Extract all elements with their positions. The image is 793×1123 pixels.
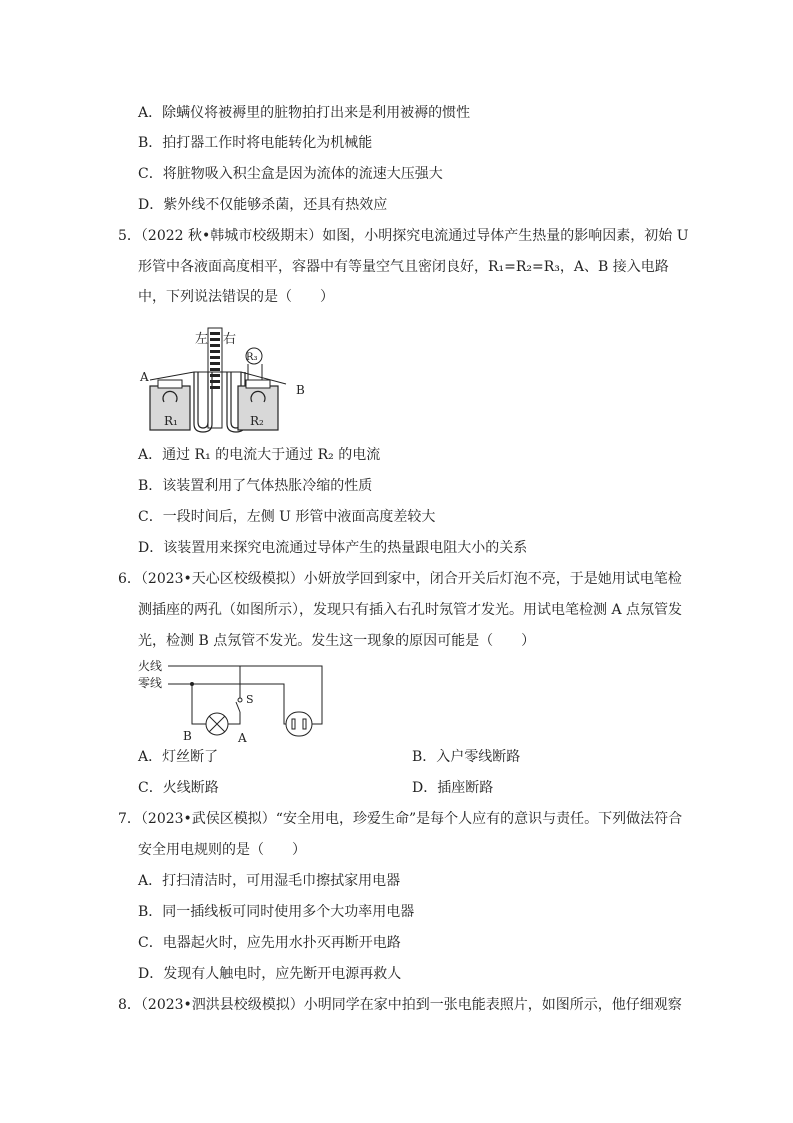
q6-circuit-figure <box>136 656 336 746</box>
q6-stem-line-3: 光，检测 B 点氖管不发光。发生这一现象的原因可能是（ ） <box>138 633 536 649</box>
q8-stem-line-1: 8．（2023•泗洪县校级模拟）小明同学在家中拍到一张电能表照片，如图所示，他仔细观察 <box>118 997 682 1013</box>
label-r2: R₂ <box>250 414 264 428</box>
q7-stem-line-2: 安全用电规则的是（ ） <box>138 842 306 858</box>
q7-option-a: A．打扫清洁时，可用湿毛巾擦拭家用电器 <box>138 873 401 889</box>
q5-option-d: D．该装置用来探究电流通过导体产生的热量跟电阻大小的关系 <box>138 540 528 556</box>
q6-option-b: B．入户零线断路 <box>412 749 521 765</box>
label-live: 火线 <box>138 659 163 673</box>
q5-option-c: C．一段时间后，左侧 U 形管中液面高度差较大 <box>138 509 436 525</box>
q5-option-a: A．通过 R₁ 的电流大于通过 R₂ 的电流 <box>138 447 381 463</box>
q5-stem-line-2: 形管中各液面高度相平，容器中有等量空气且密闭良好，R₁=R₂=R₃，A、B 接入电路 <box>138 259 669 275</box>
q6-stem-line-1: 6．（2023•天心区校级模拟）小妍放学回到家中，闭合开关后灯泡不亮，于是她用试电笔检 <box>118 571 682 587</box>
label-left: 左 <box>195 332 209 347</box>
label-a: A <box>140 370 149 384</box>
q6-option-c: C．火线断路 <box>138 780 219 796</box>
q5-stem-line-3: 中，下列说法错误的是（ ） <box>138 289 334 305</box>
label-neutral: 零线 <box>138 676 163 690</box>
q6-stem-line-2: 测插座的两孔（如图所示），发现只有插入右孔时氖管才发光。用试电笔检测 A 点氖管发 <box>138 602 683 618</box>
q5-stem-line-1: 5．（2022 秋•韩城市校级期末）如图，小明探究电流通过导体产生热量的影响因素，初始 U <box>118 228 689 244</box>
label-a6: A <box>238 731 247 745</box>
q6-option-d: D．插座断路 <box>412 780 494 796</box>
q7-stem-line-1: 7．（2023•武侯区模拟）“安全用电，珍爱生命”是每个人应有的意识与责任。下列做法符合 <box>118 811 683 827</box>
label-s: S <box>246 693 254 706</box>
q5-option-b: B．该装置利用了气体热胀冷缩的性质 <box>138 478 373 494</box>
q4-option-b: B．拍打器工作时将电能转化为机械能 <box>138 135 373 151</box>
label-r1: R₁ <box>164 414 178 428</box>
q4-option-c: C．将脏物吸入积尘盒是因为流体的流速大压强大 <box>138 166 443 182</box>
q7-option-c: C．电器起火时，应先用水扑灭再断开电路 <box>138 935 401 951</box>
q4-option-a: A．除螨仪将被褥里的脏物拍打出来是利用被褥的惯性 <box>138 105 471 121</box>
q7-option-b: B．同一插线板可同时使用多个大功率用电器 <box>138 904 415 920</box>
label-right: 右 <box>223 332 237 347</box>
label-b: B <box>296 383 305 397</box>
q5-u-tube-figure <box>136 324 311 434</box>
label-r3: R₃ <box>246 352 258 363</box>
label-b6: B <box>183 729 192 743</box>
q7-option-d: D．发现有人触电时，应先断开电源再救人 <box>138 966 402 982</box>
q6-option-a: A．灯丝断了 <box>138 749 219 765</box>
q4-option-d: D．紫外线不仅能够杀菌，还具有热效应 <box>138 197 388 213</box>
